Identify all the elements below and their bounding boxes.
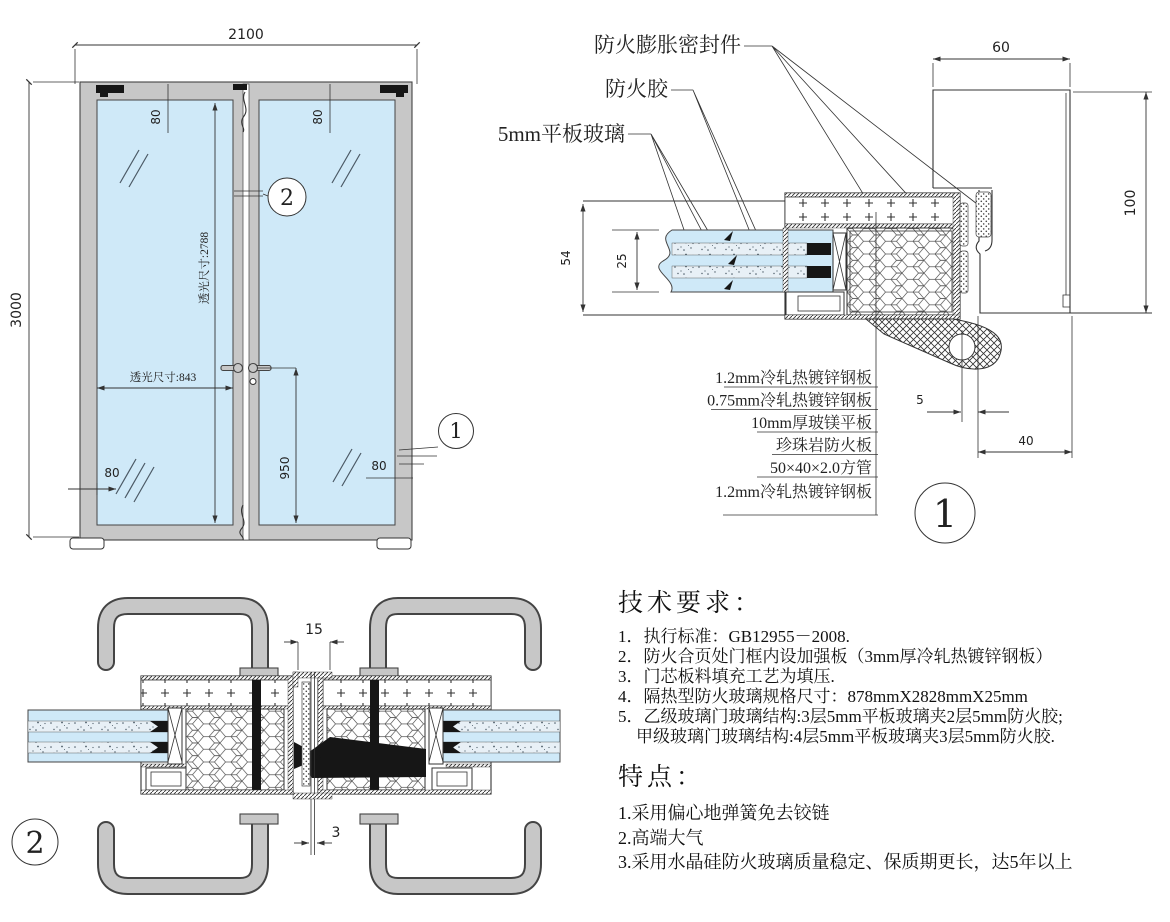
dim-rail-top-left: 80 xyxy=(149,109,163,125)
pivot-fitting-right xyxy=(380,85,408,93)
perlite-board xyxy=(785,197,960,224)
square-tube xyxy=(146,768,186,790)
steel-skin xyxy=(141,790,293,794)
dim-handle-height: 950 xyxy=(278,456,292,480)
fire-glue-layer xyxy=(28,742,168,753)
dim-meeting-gap: 3 xyxy=(331,825,341,841)
perlite-board xyxy=(141,680,293,706)
pull-handle-outline xyxy=(106,824,260,886)
callout-fire-seal: 防火膨胀密封件 xyxy=(594,33,741,57)
astragal-top-plate xyxy=(293,672,332,678)
pull-handle-bottom-left xyxy=(106,824,260,886)
handle-rose-right xyxy=(249,364,258,373)
pull-handle-outline xyxy=(378,606,533,668)
pivot-fitting-left xyxy=(96,85,124,93)
steel-skin-bottom xyxy=(785,315,960,319)
edge-seal-2 xyxy=(960,251,968,293)
elevation-frame xyxy=(70,82,412,549)
pull-handle-outline xyxy=(106,606,260,668)
pivot-foot-right xyxy=(396,93,404,97)
dim-overall-height: 3000 xyxy=(9,292,25,328)
edge-seal-1 xyxy=(960,203,968,246)
handle-rose-left xyxy=(234,364,243,373)
floor-pivot-right xyxy=(377,538,411,549)
pivot-foot-left xyxy=(100,93,108,97)
astragal-lip xyxy=(293,672,298,687)
dim-gap: 5 xyxy=(916,393,924,407)
features-title: 特点： xyxy=(618,764,706,791)
edge-spacer-1 xyxy=(807,243,831,255)
glass-pocket-channel xyxy=(783,228,788,292)
tech-item-5: 5．乙级玻璃门玻璃结构:3层5mm平板玻璃夹2层5mm防火胶; xyxy=(618,707,1063,726)
features xyxy=(618,757,1073,875)
detail-1-glass-stack xyxy=(659,230,846,292)
glass-band xyxy=(659,230,833,292)
glass-pane-left xyxy=(97,100,233,525)
section-marker-2: 2 xyxy=(280,186,294,211)
pull-handle-top-right xyxy=(378,606,533,668)
dim-frame-width: 60 xyxy=(992,40,1010,56)
door-elevation xyxy=(9,27,474,549)
meeting-gap xyxy=(243,84,249,540)
feature-item-1: 1.采用偏心地弹簧免去铰链 xyxy=(618,803,830,823)
tech-item-5b: 甲级玻璃门玻璃结构:4层5mm平板玻璃夹3层5mm防火胶. xyxy=(636,727,1055,746)
steel-skin xyxy=(141,676,293,680)
tech-requirements xyxy=(618,583,1063,747)
feature-item-3: 3.采用水晶硅防火玻璃质量稳定、保质期更长，达5年以上 xyxy=(618,852,1073,872)
steel-skin xyxy=(318,790,491,794)
dim-rail-top-right: 80 xyxy=(311,109,325,125)
layer-label-1: 1.2mm冷轧热镀锌钢板 xyxy=(715,370,872,387)
dim-overall-width: 2100 xyxy=(228,27,264,43)
steel-skin xyxy=(318,676,491,680)
tech-item-2: 2．防火合页处门框内设加强板（3mm厚冷轧热镀锌钢板） xyxy=(618,647,1053,666)
detail-2-section xyxy=(12,606,560,886)
steel-skin xyxy=(446,764,491,767)
feature-item-2: 2.高端大气 xyxy=(618,827,704,848)
dim-stile-bottom-left: 80 xyxy=(104,466,120,480)
edge-spacer-2 xyxy=(807,266,831,278)
steel-edge xyxy=(953,193,960,319)
dim-glass-thickness: 25 xyxy=(615,253,629,269)
astragal-foam-seal xyxy=(302,682,310,786)
frame-rebate-seal xyxy=(976,192,991,237)
layer-label-3: 10mm厚玻镁平板 xyxy=(751,415,872,432)
handle-mount xyxy=(360,814,398,824)
bottom-gasket xyxy=(866,319,1001,369)
handle-mount xyxy=(240,814,278,824)
steel-channel xyxy=(252,680,261,792)
perlite-board xyxy=(323,680,491,706)
fire-glue-layer xyxy=(443,742,560,753)
section-marker-1: 1 xyxy=(449,419,463,443)
detail-2-marker xyxy=(12,819,58,865)
steel-skin xyxy=(785,224,960,228)
steel-skin-top xyxy=(785,193,960,197)
callout-fire-glue: 防火胶 xyxy=(605,77,668,101)
dim-astragal-width: 15 xyxy=(305,622,323,638)
tech-item-4: 4．隔热型防火玻璃规格尺寸：878mmX2828mmX25mm xyxy=(618,687,1028,706)
dim-clear-height: 透光尺寸:2788 xyxy=(199,231,211,305)
pull-handle-top-left xyxy=(106,606,260,668)
leaf-edge xyxy=(288,676,293,794)
layer-label-5: 50×40×2.0方管 xyxy=(769,460,872,477)
astragal-bottom-plate xyxy=(293,793,332,799)
floor-pivot-left xyxy=(70,538,104,549)
pull-handle-outline xyxy=(378,824,533,886)
layer-label-2: 0.75mm冷轧热镀锌钢板 xyxy=(707,392,872,410)
layer-label-4: 珍珠岩防火板 xyxy=(775,437,872,455)
detail-1-marker xyxy=(915,483,975,543)
honeycomb-core xyxy=(847,228,955,315)
detail-2-number: 2 xyxy=(25,826,45,861)
dim-leaf-thickness: 54 xyxy=(559,250,573,266)
callout-flat-glass: 5mm平板玻璃 xyxy=(497,122,625,146)
dim-clear-width: 透光尺寸:843 xyxy=(129,372,197,384)
fire-glue-layer xyxy=(28,721,168,732)
center-top-fitting xyxy=(233,84,247,90)
tech-requirements-title: 技术要求： xyxy=(618,590,764,617)
lock-cylinder xyxy=(250,379,256,385)
glass-band-right xyxy=(443,710,560,762)
tech-item-1: 1．执行标准：GB12955－2008. xyxy=(618,627,850,646)
glass-band-left xyxy=(28,710,168,762)
detail-1-number: 1 xyxy=(932,492,958,536)
dim-stile-bottom-right: 80 xyxy=(371,459,387,473)
dim-stop: 40 xyxy=(1018,434,1034,448)
square-tube xyxy=(786,292,844,315)
fire-glue-layer xyxy=(443,721,560,732)
tech-item-3: 3．门芯板料填充工艺为填压. xyxy=(618,667,835,686)
dim-frame-depth: 100 xyxy=(1123,189,1139,217)
layer-label-6: 1.2mm冷轧热镀锌钢板 xyxy=(715,484,872,501)
honeycomb-core xyxy=(186,709,284,790)
pull-handle-bottom-right xyxy=(378,824,533,886)
square-tube xyxy=(432,768,472,790)
detail-1-section xyxy=(498,33,1152,543)
